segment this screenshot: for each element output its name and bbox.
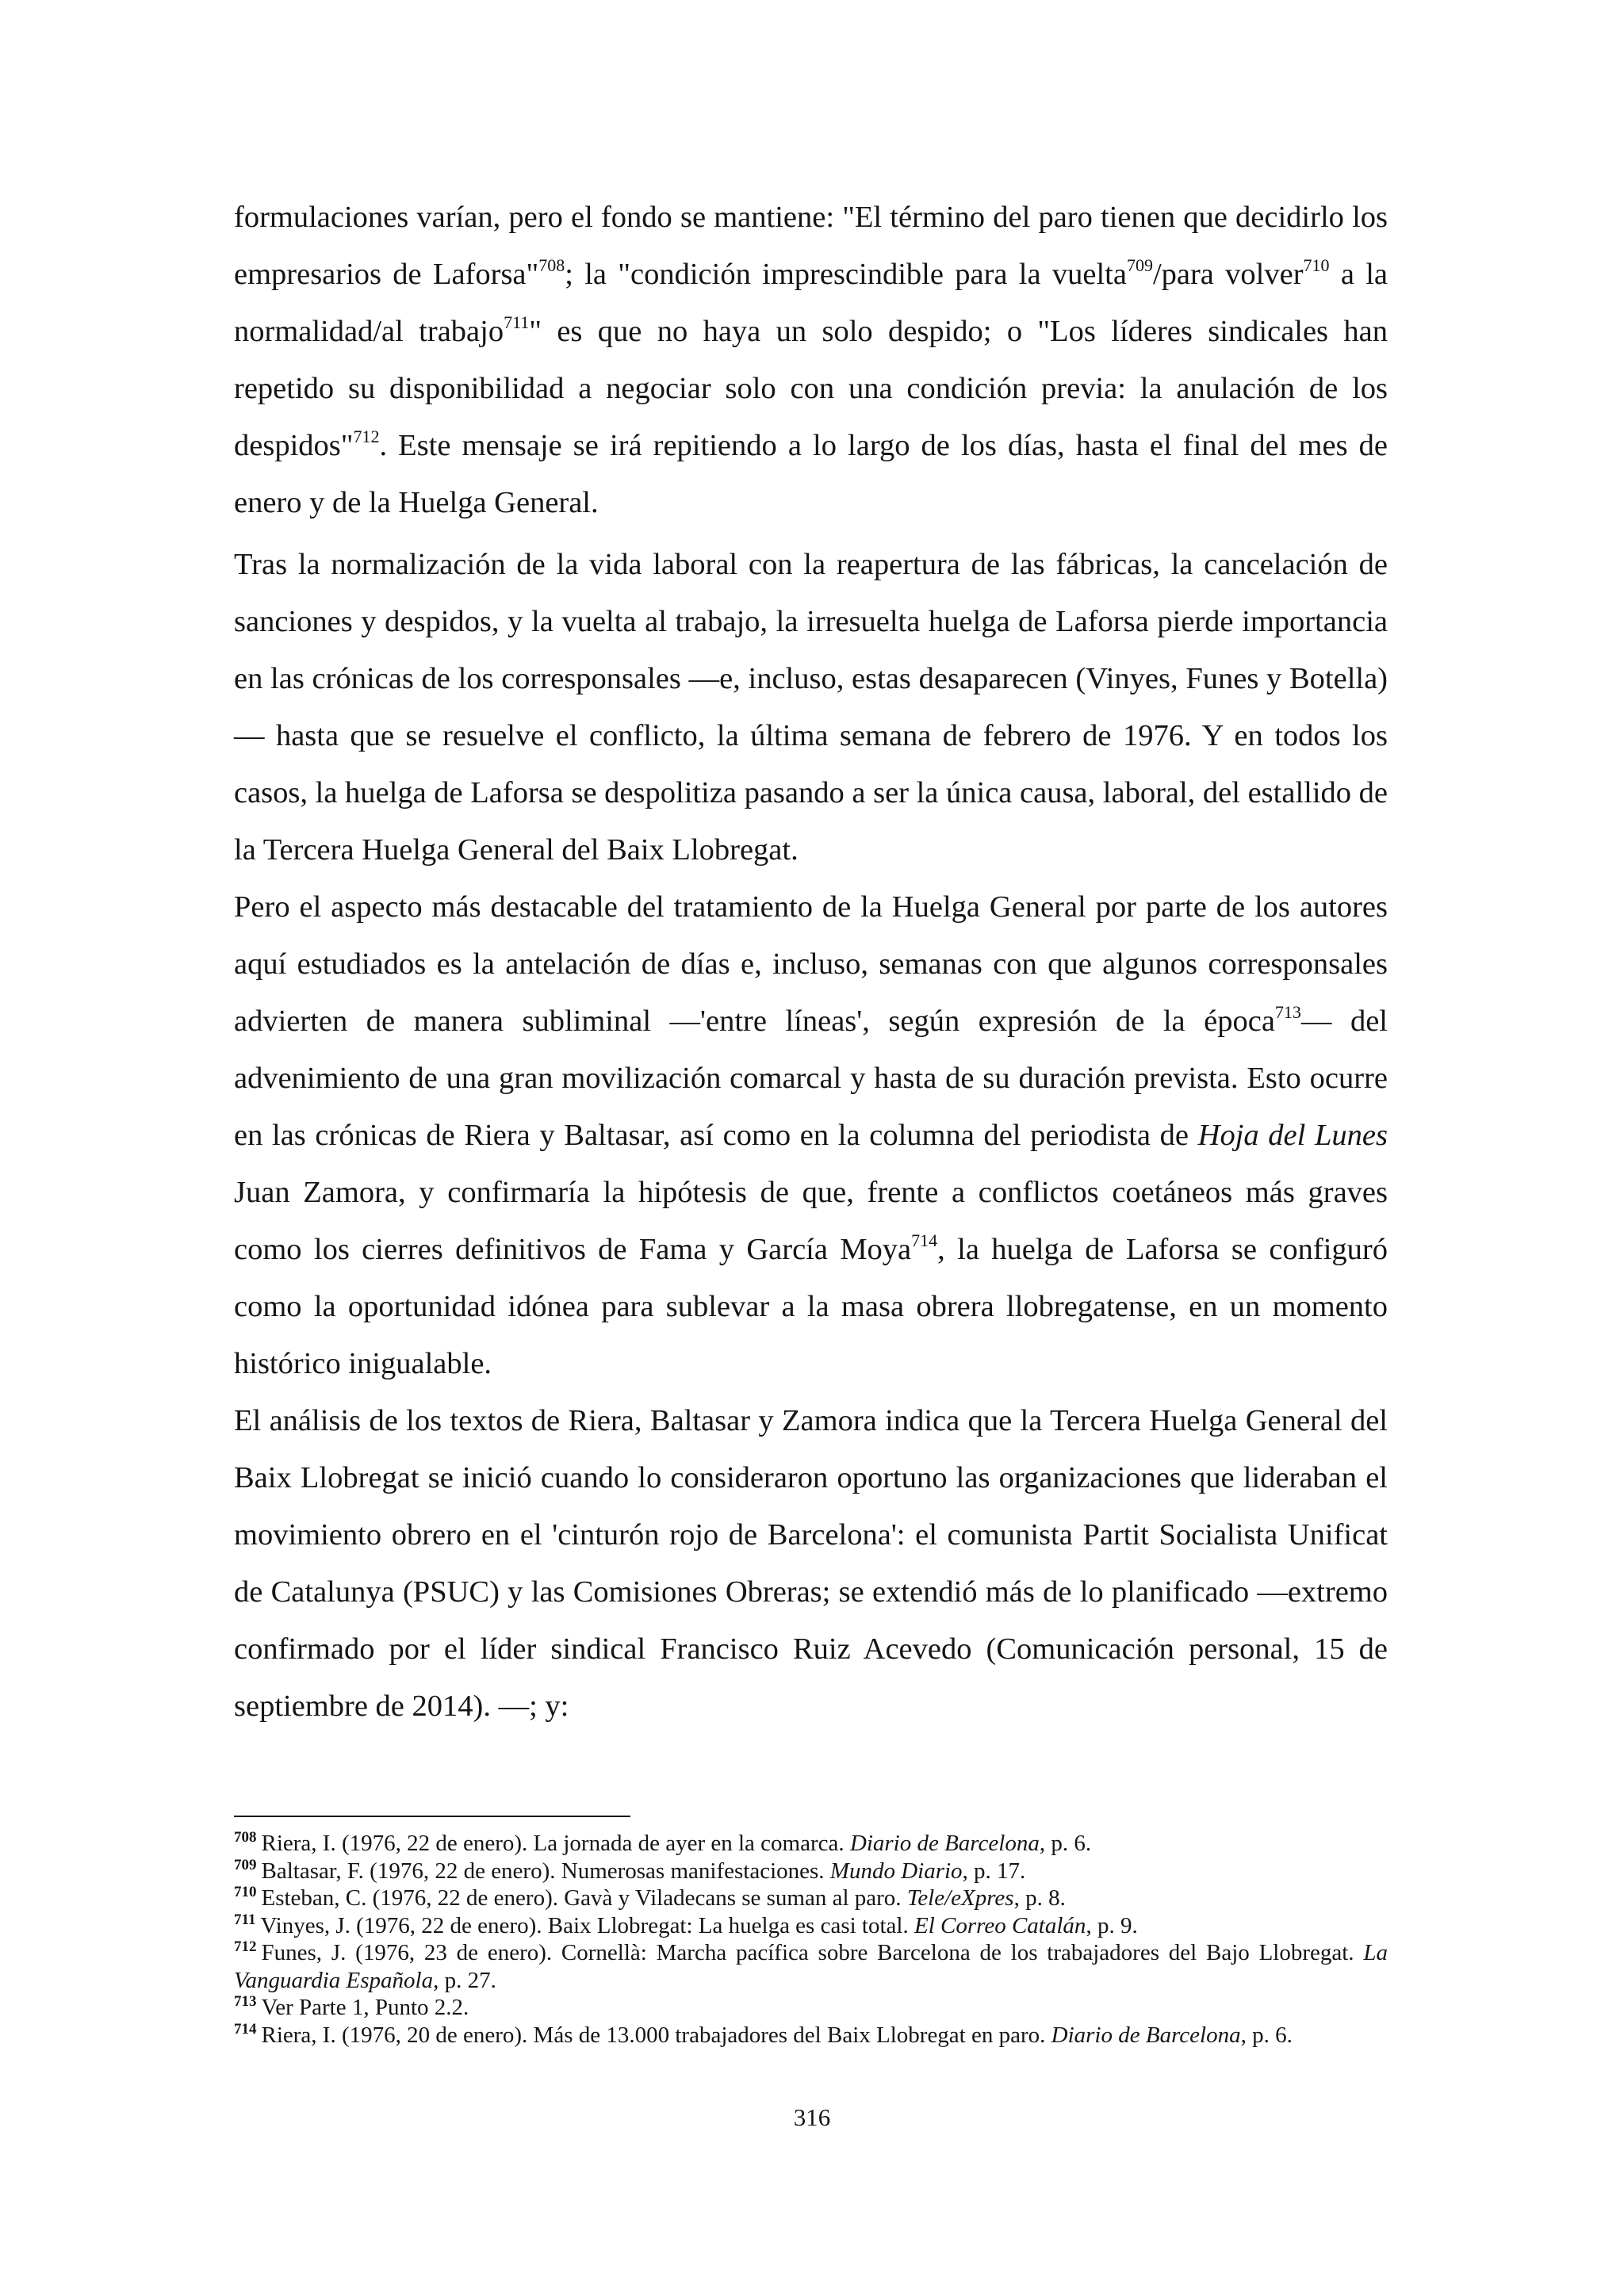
footnote-separator [234, 1816, 630, 1817]
footnote-713: $^{713}$ Ver Parte 1, Punto 2.2. [234, 1993, 469, 2020]
footnote-709: $^{709}$ Baltasar, F. (1976, 22 de enero). Numerosas manifestaciones. Mundo Diario, p. 17. [234, 1856, 1026, 1884]
footnote-ref-710: 710 [1303, 255, 1330, 276]
paragraph-2: Tras la normalización de la vida laboral con la reapertura de las fábricas, la cancelación de sanciones y despidos, y la vuelta al trabajo, la irresuelta huelga de Laforsa pierde importancia en las crónicas de los corresponsales —e, incluso, estas desaparecen (Vinyes, Funes y Botella)— hasta que se resuelve el conflicto, la última semana de febrero de 1976. Y en todos los casos, la huelga de Laforsa se despolitiza pasando a ser la única causa, laboral, del estallido de la Tercera Huelga General del Baix Llobregat. [234, 548, 1388, 867]
footnote-712: $^{712}$ Funes, J. (1976, 23 de enero). Cornellà: Marcha pacífica sobre Barcelona de los trabajadores del Bajo Llobregat. La Vanguardia Española, p. 27. [234, 1938, 1388, 1993]
footnote-710: $^{710}$ Esteban, C. (1976, 22 de enero). Gavà y Viladecans se suman al paro. Tele/eXpres, p. 8. [234, 1884, 1066, 1911]
footnote-711: $^{711}$ Vinyes, J. (1976, 22 de enero). Baix Llobregat: La huelga es casi total. El Correo Catalán, p. 9. [234, 1911, 1138, 1938]
footnote-ref-714: 714 [911, 1230, 938, 1251]
footnote-ref-711: 711 [504, 312, 530, 333]
footnote-ref-712: 712 [353, 427, 380, 447]
paragraph-4: El análisis de los textos de Riera, Baltasar y Zamora indica que la Tercera Huelga General del Baix Llobregat se inició cuando lo consideraron oportuno las organizaciones que lideraban el movimiento obrero en el 'cinturón rojo de Barcelona': el comunista Partit Socialista Unificat de Catalunya (PSUC) y las Comisiones Obreras; se extendió más de lo planificado —extremo confirmado por el líder sindical Francisco Ruiz Acevedo (Comunicación personal, 15 de septiembre de 2014). —; y: [234, 1404, 1388, 1723]
publication-title: Hoja del Lunes [1197, 1119, 1388, 1152]
footnote-ref-713: 713 [1274, 1002, 1301, 1023]
page-number: 316 [793, 2103, 831, 2131]
body-text [234, 189, 1388, 1735]
footnote-714: $^{714}$ Riera, I. (1976, 20 de enero). Más de 13.000 trabajadores del Baix Llobregat en paro. Diario de Barcelona, p. 6. [234, 2020, 1293, 2048]
paragraph-1: formulaciones varían, pero el fondo se mantiene: "El término del paro tienen que decidirlo los empresarios de Laforsa"$^{708}$; la "condición imprescindible para la vuelta$^{709}$/para volver$^{710}$ a la normalidad/al trabajo$^{711}$" es que no haya un solo despido; o "Los líderes sindicales han repetido su disponibilidad a negociar solo con una condición previa: la anulación de los despidos"$^{712}$. Este mensaje se irá repitiendo a lo largo de los días, hasta el final del mes de enero y de la Huelga General. [234, 201, 1388, 519]
footnotes [234, 1830, 1388, 2049]
footnote-ref-708: 708 [538, 255, 565, 276]
footnote-ref-709: 709 [1126, 255, 1153, 276]
footnote-708: $^{708}$ Riera, I. (1976, 22 de enero). La jornada de ayer en la comarca. Diario de Barcelona, p. 6. [234, 1829, 1092, 1856]
paragraph-3: Pero el aspecto más destacable del tratamiento de la Huelga General por parte de los autores aquí estudiados es la antelación de días e, incluso, semanas con que algunos corresponsales advierten de manera subliminal —'entre líneas', según expresión de la época$^{713}$— del advenimiento de una gran movilización comarcal y hasta de su duración prevista. Esto ocurre en las crónicas de Riera y Baltasar, así como en la columna del periodista de Hoja del Lunes Juan Zamora, y confirmaría la hipótesis de que, frente a conflictos coetáneos más graves como los cierres definitivos de Fama y García Moya$^{714}$, la huelga de Laforsa se configuró como la oportunidad idónea para sublevar a la masa obrera llobregatense, en un momento histórico inigualable. [234, 890, 1388, 1380]
